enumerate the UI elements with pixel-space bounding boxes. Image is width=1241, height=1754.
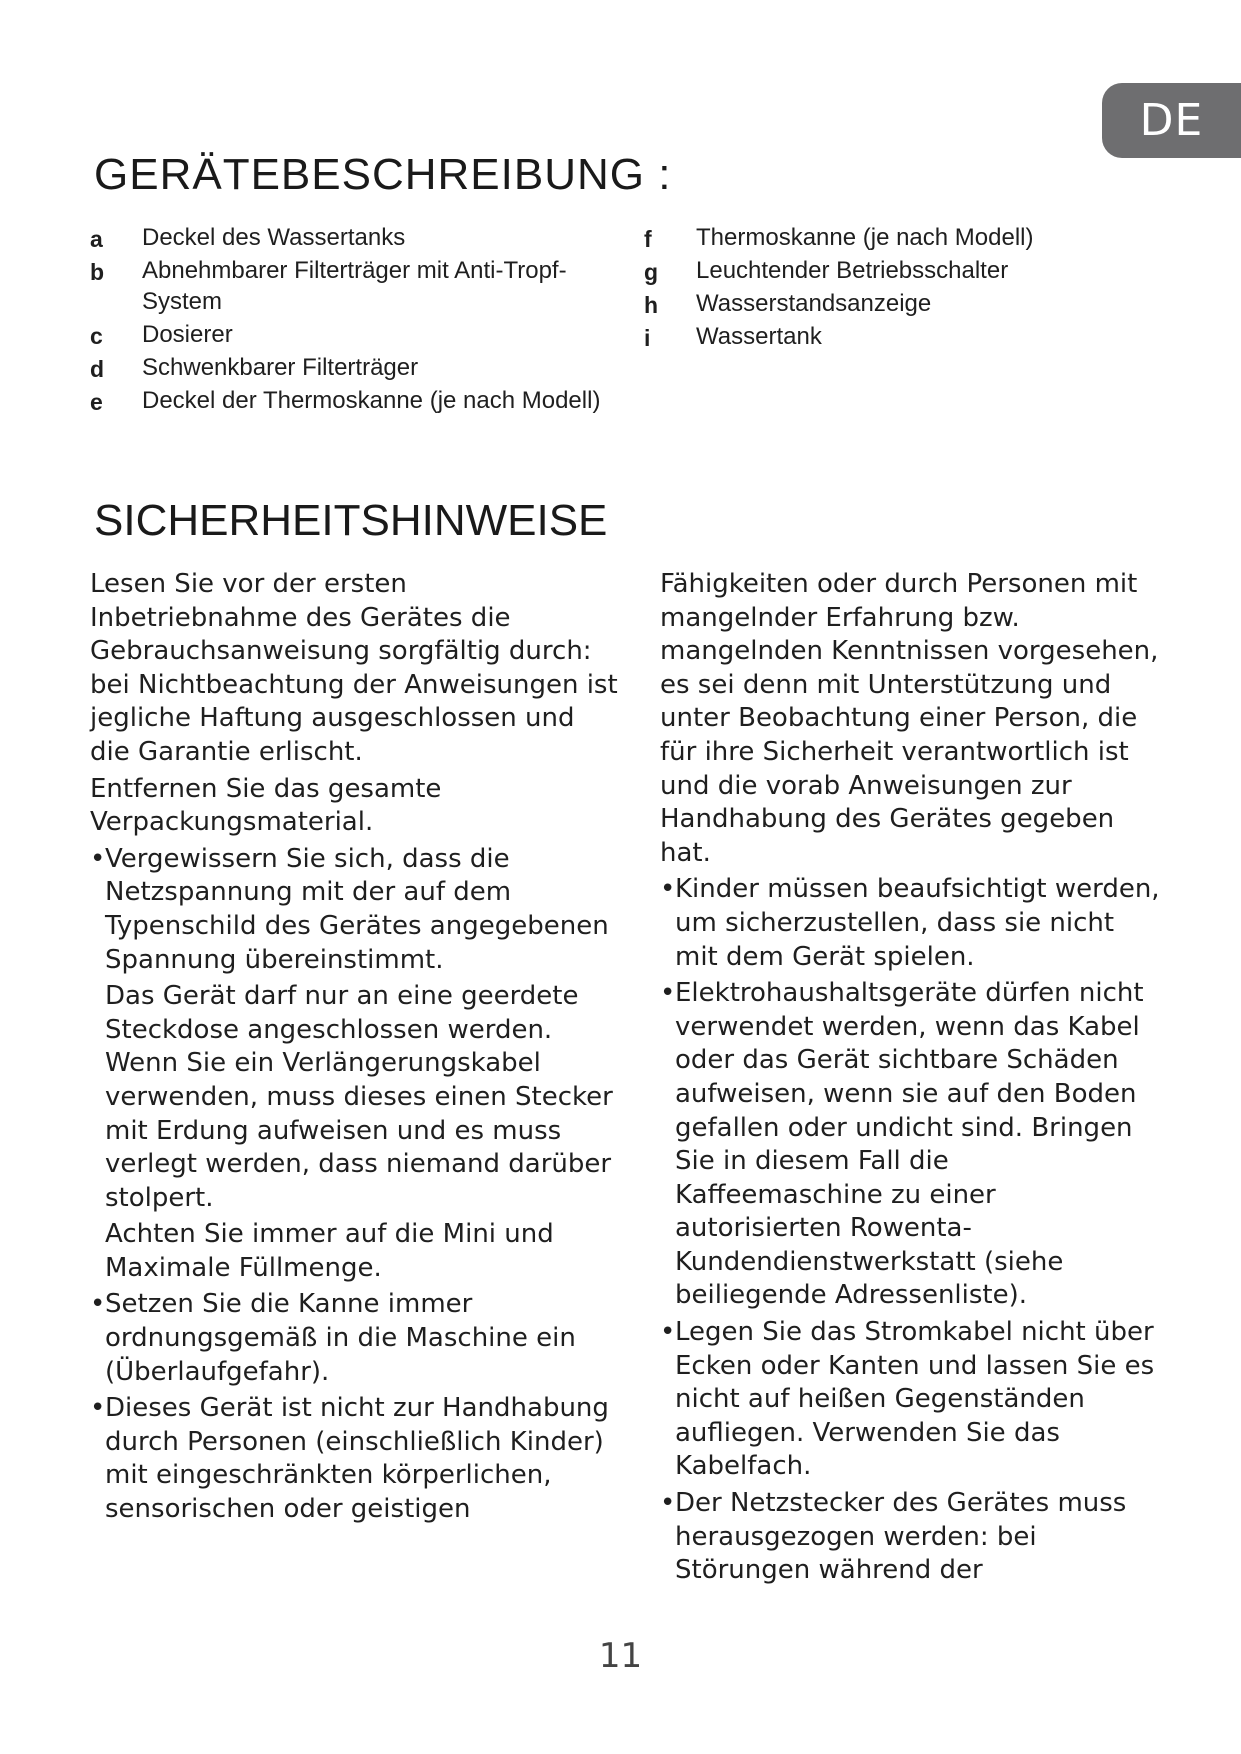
safety-column-right bbox=[660, 568, 1160, 1591]
description-item bbox=[644, 288, 1084, 319]
item-text: Dosierer bbox=[142, 321, 233, 348]
bullet-persons: • Dieses Gerät ist nicht zur Handhabung durch Personen (einschließlich Kinder) mit eingeschränkten körperlichen, sensorischen oder geistigen bbox=[90, 1392, 620, 1526]
item-letter: f bbox=[644, 226, 652, 252]
description-item bbox=[644, 222, 1084, 253]
description-item bbox=[90, 222, 610, 253]
packaging-paragraph: Entfernen Sie das gesamte Verpackungsmaterial. bbox=[90, 773, 442, 838]
description-list-left bbox=[90, 222, 610, 418]
item-text: Schwenkbarer Filterträger bbox=[142, 354, 419, 381]
item-letter: c bbox=[90, 323, 103, 349]
page-number: 11 bbox=[598, 1636, 643, 1676]
intro-paragraph: Lesen Sie vor der ersten Inbetriebnahme des Gerätes die Gebrauchsanweisung sorgfältig durch: bei Nichtbeachtung der Anweisungen ist jegliche Haftung ausgeschlossen und die Garantie erlischt. bbox=[90, 569, 618, 767]
item-letter: i bbox=[644, 325, 651, 351]
description-item bbox=[90, 385, 610, 416]
item-text: Deckel der Thermoskanne (je nach Modell) bbox=[142, 387, 601, 414]
item-letter: e bbox=[90, 389, 103, 415]
description-list-right bbox=[644, 222, 1084, 354]
bullet-plug: • Der Netzstecker des Gerätes muss herausgezogen werden: bei Störungen während der bbox=[660, 1487, 1160, 1588]
description-item bbox=[90, 319, 610, 350]
bullet-voltage: • Vergewissern Sie sich, dass die Netzspannung mit der auf dem Typenschild des Gerätes angegebenen Spannung übereinstimmt. bbox=[90, 843, 620, 977]
item-text: Leuchtender Betriebsschalter bbox=[696, 257, 1009, 284]
item-text: Thermoskanne (je nach Modell) bbox=[696, 224, 1034, 251]
description-item bbox=[90, 352, 610, 383]
description-item bbox=[644, 321, 1084, 352]
description-item bbox=[90, 255, 610, 317]
safety-column-left bbox=[90, 568, 620, 1530]
language-tab: DE bbox=[1102, 83, 1241, 158]
item-letter: h bbox=[644, 292, 659, 318]
item-letter: g bbox=[644, 259, 659, 285]
item-text: Wassertank bbox=[696, 323, 822, 350]
bullet-jug: • Setzen Sie die Kanne immer ordnungsgemäß in die Maschine ein (Überlaufgefahr). bbox=[90, 1288, 620, 1389]
bullet-damage: • Elektrohaushaltsgeräte dürfen nicht verwendet werden, wenn das Kabel oder das Gerät sichtbare Schäden aufweisen, wenn sie auf den Boden gefallen oder undicht sind. Bringen Sie in diesem Fall die Kaffeemaschine zu einer autorisierten Rowenta-Kundendienstwerkstatt (siehe beiliegende Adressenliste). bbox=[660, 977, 1160, 1313]
item-text: Wasserstandsanzeige bbox=[696, 290, 932, 317]
item-text: Deckel des Wassertanks bbox=[142, 224, 406, 251]
bullet-children: • Kinder müssen beaufsichtigt werden, um sicherzustellen, dass sie nicht mit dem Gerät spielen. bbox=[660, 873, 1160, 974]
item-letter: b bbox=[90, 259, 105, 285]
bullet-fill-level: Achten Sie immer auf die Mini und Maximale Füllmenge. bbox=[105, 1219, 554, 1283]
item-letter: d bbox=[90, 356, 105, 382]
safety-heading: SICHERHEITSHINWEISE bbox=[94, 496, 608, 545]
persons-continuation: Fähigkeiten oder durch Personen mit mangelnder Erfahrung bzw. mangelnden Kenntnissen vorgesehen, es sei denn mit Unterstützung und unter Beobachtung einer Person, die für ihre Sicherheit verantwortlich ist und die vorab Anweisungen zur Handhabung des Gerätes gegeben hat. bbox=[660, 569, 1159, 868]
description-heading: GERÄTEBESCHREIBUNG : bbox=[94, 150, 672, 199]
item-text: Abnehmbarer Filterträger mit Anti-Tropf-System bbox=[142, 257, 567, 315]
bullet-earthing: Das Gerät darf nur an eine geerdete Steckdose angeschlossen werden. Wenn Sie ein Verlängerungskabel verwenden, muss dieses einen Stecker mit Erdung aufweisen und es muss verlegt werden, dass niemand darüber stolpert. bbox=[105, 981, 613, 1213]
item-letter: a bbox=[90, 226, 103, 252]
bullet-cable: • Legen Sie das Stromkabel nicht über Ecken oder Kanten und lassen Sie es nicht auf heißen Gegenständen aufliegen. Verwenden Sie das Kabelfach. bbox=[660, 1316, 1160, 1484]
description-item bbox=[644, 255, 1084, 286]
